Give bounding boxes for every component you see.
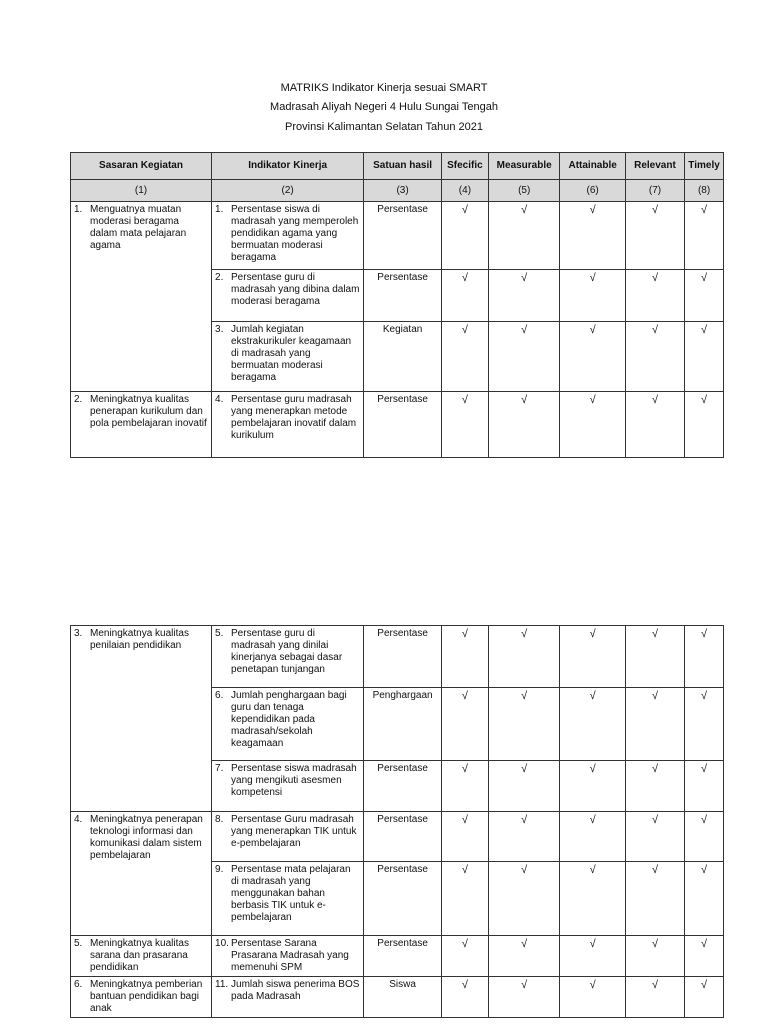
check-mark: √ [560,977,625,1018]
check-mark: √ [560,270,625,322]
indicator-cell [212,812,364,862]
goal-cell [71,626,212,812]
col-num-1: (1) [71,180,212,202]
goal-number: 6. [74,979,83,990]
unit-cell: Persentase [364,862,442,936]
check-mark: √ [625,761,684,812]
indicator-text: Jumlah penghargaan bagi guru dan tenaga kependidikan pada madrasah/sekolah keagamaan [231,690,347,749]
col-num-7: (7) [625,180,684,202]
check-mark: √ [441,392,488,458]
check-mark: √ [685,812,724,862]
indicator-text: Persentase siswa di madrasah yang memperoleh pendidikan agama yang bermuatan moderasi beragama [231,204,359,263]
check-mark: √ [488,936,560,977]
indicator-number: 2. [215,272,224,283]
unit-cell: Persentase [364,936,442,977]
indicator-number: 1. [215,204,224,215]
indicator-number: 10. [215,938,229,949]
unit-cell: Persentase [364,270,442,322]
smart-matrix-table-1 [70,152,724,458]
col-num-4: (4) [441,180,488,202]
unit-cell: Persentase [364,392,442,458]
header-measurable: Measurable [488,153,560,180]
check-mark: √ [685,977,724,1018]
indicator-number: 4. [215,394,224,405]
indicator-number: 3. [215,324,224,335]
indicator-text: Persentase guru di madrasah yang dibina dalam moderasi beragama [231,272,360,307]
check-mark: √ [685,688,724,761]
goal-cell [71,202,212,392]
col-num-2: (2) [212,180,364,202]
indicator-number: 7. [215,763,224,774]
goal-number: 4. [74,814,83,825]
check-mark: √ [625,936,684,977]
goal-cell [71,812,212,936]
check-mark: √ [685,322,724,392]
check-mark: √ [560,761,625,812]
check-mark: √ [625,392,684,458]
check-mark: √ [560,626,625,688]
table-row [71,977,724,1018]
check-mark: √ [560,812,625,862]
check-mark: √ [625,862,684,936]
col-num-8: (8) [685,180,724,202]
unit-cell: Persentase [364,626,442,688]
check-mark: √ [560,322,625,392]
check-mark: √ [685,862,724,936]
title-line-2: Madrasah Aliyah Negeri 4 Hulu Sungai Tengah [270,101,498,113]
check-mark: √ [685,626,724,688]
check-mark: √ [560,936,625,977]
indicator-text: Jumlah kegiatan ekstrakurikuler keagamaan di madrasah yang bermuatan moderasi beragama [231,324,352,383]
check-mark: √ [488,688,560,761]
check-mark: √ [488,862,560,936]
table-row [71,202,724,270]
check-mark: √ [488,202,560,270]
check-mark: √ [441,688,488,761]
check-mark: √ [441,812,488,862]
unit-cell: Kegiatan [364,322,442,392]
check-mark: √ [441,862,488,936]
check-mark: √ [441,626,488,688]
indicator-cell [212,977,364,1018]
check-mark: √ [488,392,560,458]
header-sasaran: Sasaran Kegiatan [71,153,212,180]
header-relevant: Relevant [625,153,684,180]
header-attainable: Attainable [560,153,625,180]
goal-text: Meningkatnya pemberian bantuan pendidikan bagi anak [90,979,203,1014]
goal-cell [71,392,212,458]
goal-text: Meningkatnya kualitas sarana dan prasarana pendidikan [90,938,189,973]
check-mark: √ [625,977,684,1018]
check-mark: √ [625,202,684,270]
goal-cell [71,936,212,977]
table-row [71,936,724,977]
indicator-cell [212,392,364,458]
header-indikator: Indikator Kinerja [212,153,364,180]
check-mark: √ [488,270,560,322]
col-num-6: (6) [560,180,625,202]
goal-cell [71,977,212,1018]
header-timely: Timely [685,153,724,180]
check-mark: √ [488,322,560,392]
check-mark: √ [685,761,724,812]
goal-number: 1. [74,204,83,215]
unit-cell: Persentase [364,812,442,862]
check-mark: √ [625,812,684,862]
indicator-cell [212,761,364,812]
unit-cell: Persentase [364,761,442,812]
indicator-text: Persentase guru madrasah yang menerapkan metode pembelajaran inovatif dalam kurikulum [231,394,357,441]
unit-cell: Siswa [364,977,442,1018]
check-mark: √ [625,322,684,392]
check-mark: √ [625,626,684,688]
goal-text: Meningkatnya penerapan teknologi informasi dan komunikasi dalam sistem pembelajaran [90,814,203,861]
check-mark: √ [685,202,724,270]
check-mark: √ [560,202,625,270]
table-row [71,392,724,458]
indicator-cell [212,688,364,761]
check-mark: √ [441,322,488,392]
indicator-number: 9. [215,864,224,875]
indicator-number: 6. [215,690,224,701]
check-mark: √ [441,936,488,977]
header-satuan: Satuan hasil [364,153,442,180]
goal-text: Menguatnya muatan moderasi beragama dalam mata pelajaran agama [90,204,187,251]
indicator-text: Persentase mata pelajaran di madrasah yang menggunakan bahan berbasis TIK untuk e-pembelajaran [231,864,351,923]
check-mark: √ [560,688,625,761]
indicator-number: 8. [215,814,224,825]
check-mark: √ [441,202,488,270]
unit-cell: Penghargaan [364,688,442,761]
smart-matrix-table-2 [70,625,724,1018]
unit-cell: Persentase [364,202,442,270]
title-line-1: MATRIKS Indikator Kinerja sesuai SMART [280,82,488,94]
indicator-text: Persentase Sarana Prasarana Madrasah yang memenuhi SPM [231,938,349,973]
header-row [71,153,724,180]
check-mark: √ [685,270,724,322]
indicator-cell [212,936,364,977]
indicator-number: 11. [215,979,229,990]
indicator-text: Jumlah siswa penerima BOS pada Madrasah [231,979,360,1002]
indicator-cell [212,322,364,392]
check-mark: √ [625,688,684,761]
check-mark: √ [488,977,560,1018]
check-mark: √ [560,862,625,936]
check-mark: √ [441,761,488,812]
goal-number: 5. [74,938,83,949]
title-line-3: Provinsi Kalimantan Selatan Tahun 2021 [285,121,483,133]
check-mark: √ [441,270,488,322]
table-row [71,812,724,862]
goal-text: Meningkatnya kualitas penilaian pendidikan [90,628,189,651]
indicator-cell [212,270,364,322]
col-num-5: (5) [488,180,560,202]
check-mark: √ [560,392,625,458]
check-mark: √ [625,270,684,322]
indicator-cell [212,202,364,270]
indicator-text: Persentase siswa madrasah yang mengikuti asesmen kompetensi [231,763,357,798]
goal-number: 2. [74,394,83,405]
column-number-row [71,180,724,202]
check-mark: √ [685,936,724,977]
indicator-cell [212,862,364,936]
indicator-number: 5. [215,628,224,639]
indicator-cell [212,626,364,688]
goal-number: 3. [74,628,83,639]
header-specific: Sfecific [441,153,488,180]
check-mark: √ [488,626,560,688]
check-mark: √ [488,761,560,812]
table-row [71,626,724,688]
col-num-3: (3) [364,180,442,202]
indicator-text: Persentase guru di madrasah yang dinilai kinerjanya sebagai dasar penetapan tunjangan [231,628,343,675]
goal-text: Meningkatnya kualitas penerapan kurikulum dan pola pembelajaran inovatif [90,394,207,429]
indicator-text: Persentase Guru madrasah yang menerapkan TIK untuk e-pembelajaran [231,814,357,849]
check-mark: √ [441,977,488,1018]
check-mark: √ [685,392,724,458]
check-mark: √ [488,812,560,862]
